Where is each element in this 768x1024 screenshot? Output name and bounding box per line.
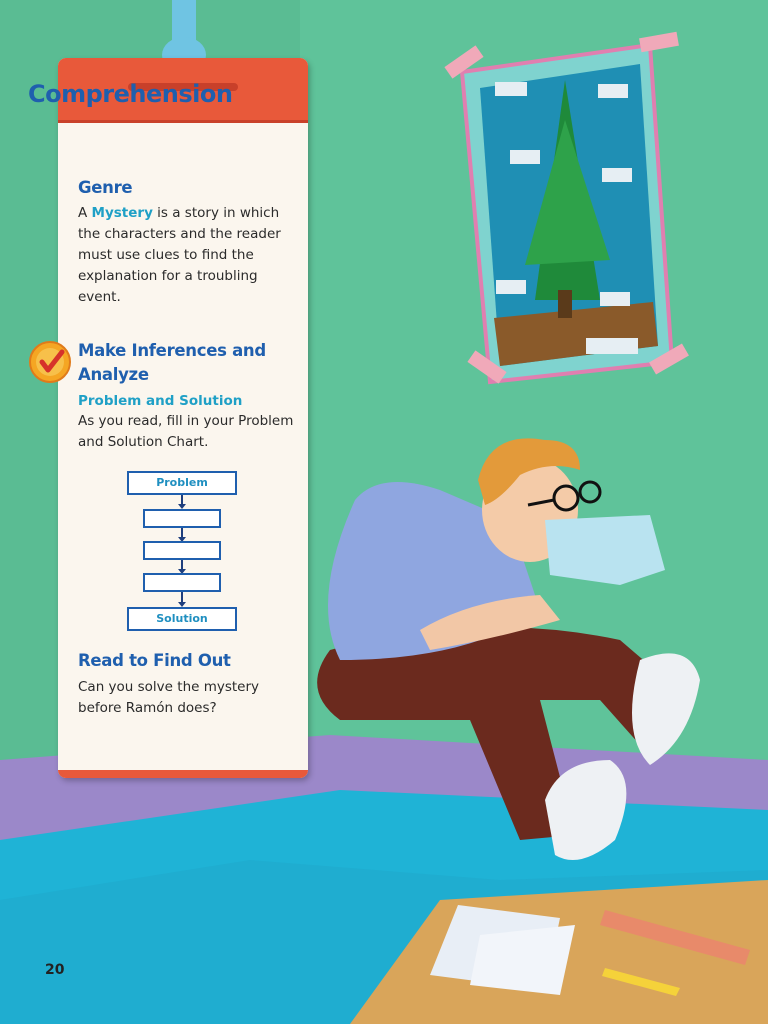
- chart-step-box: [143, 573, 221, 592]
- read-to-find-out-heading: Read to Find Out: [78, 651, 231, 670]
- page-number: 20: [45, 962, 65, 978]
- genre-heading: Genre: [78, 178, 133, 197]
- skill-heading-line1: Make Inferences and: [78, 341, 266, 360]
- genre-text-after: is a story in which the characters and the reader must use clues to find the explanation for a troubling event.: [78, 205, 281, 305]
- skill-heading-line2: Analyze: [78, 365, 149, 384]
- chart-solution-box: Solution: [127, 607, 237, 631]
- strategy-badge-icon: [28, 340, 74, 386]
- genre-keyword: Mystery: [91, 205, 153, 221]
- skill-subheading: Problem and Solution: [78, 393, 243, 409]
- chart-arrow: [181, 592, 183, 603]
- chart-step-box: [143, 541, 221, 560]
- skill-text: As you read, fill in your Problem and Solution Chart.: [78, 413, 294, 450]
- genre-text: [78, 203, 296, 308]
- card-title: Comprehension: [28, 80, 233, 108]
- chart-step-box: [143, 509, 221, 528]
- chart-problem-box: Problem: [127, 471, 237, 495]
- chart-arrow: [181, 560, 183, 570]
- genre-text-before: A: [78, 205, 92, 221]
- read-to-find-out-text: Can you solve the mystery before Ramón does?: [78, 679, 260, 716]
- card-footer: [58, 770, 308, 778]
- chart-arrow: [181, 495, 183, 505]
- chart-arrow: [181, 528, 183, 538]
